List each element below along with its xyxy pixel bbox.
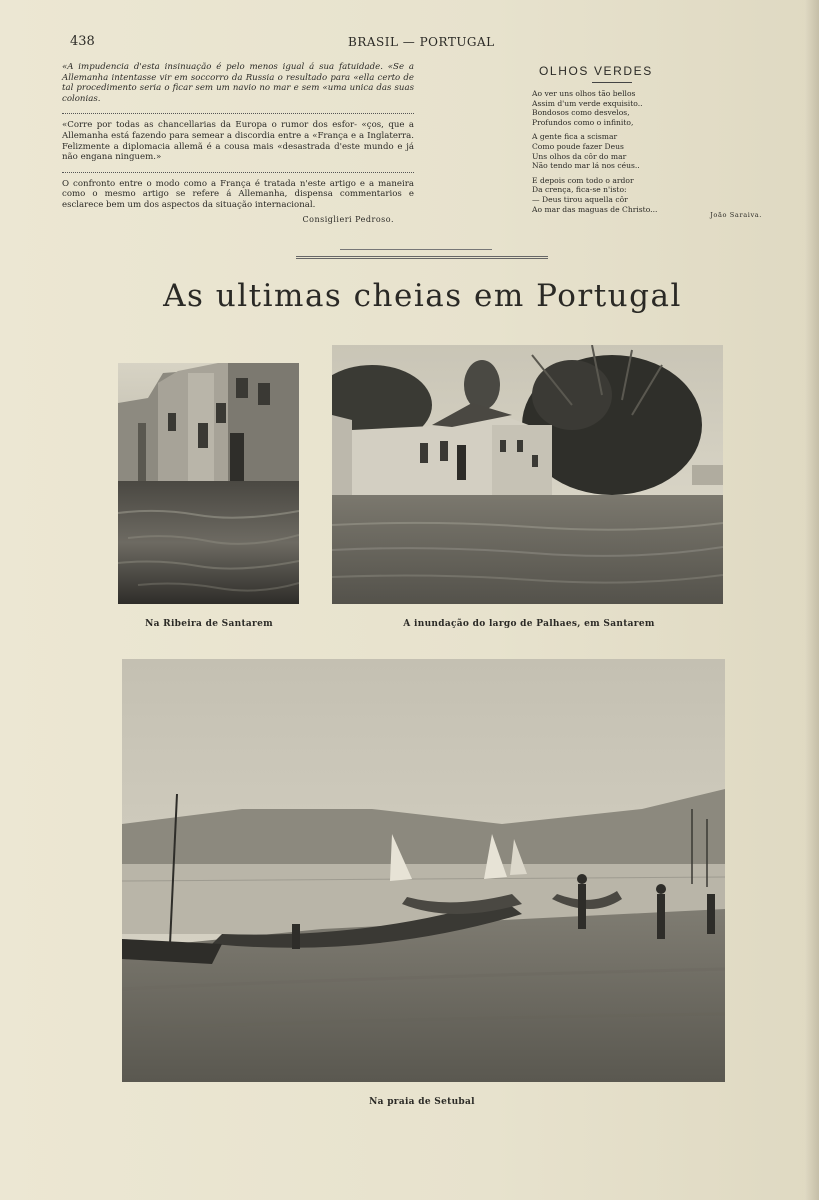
- section-separator: [340, 249, 492, 250]
- article-paragraph-3: O confronto entre o modo como a França é tratada n'este artigo e a maneira como o mesmo artigo se refere á Allemanha, dispensa commentarios e esclarece bem um dos aspectos da situação internacional.: [62, 178, 414, 210]
- article-paragraph-1: «A impudencia d'esta insinuação é pelo menos igual á sua fatuidade. «Se a Allemanha intentasse vir em soccorro da Russia o resultado para «ella certo de tal procedimento seria o ficar sem um navio no mar e sem «uma unica das suas colonias.: [62, 62, 414, 104]
- poem-line: Profundos como o infinito,: [532, 117, 634, 127]
- photo-caption-3: Na praia de Setubal: [369, 1097, 475, 1107]
- poem-line: Ao mar das maguas de Christo...: [532, 204, 658, 214]
- poem-line: — Deus tirou aquella côr: [532, 194, 628, 204]
- poem-stanza: [532, 176, 762, 214]
- article-signature: Consiglieri Pedroso.: [302, 214, 394, 224]
- page-number: 438: [70, 34, 95, 49]
- dotted-separator: [62, 166, 414, 173]
- photo-flooded-street: [118, 363, 299, 604]
- photo-flooded-street-icon: [118, 363, 299, 604]
- poem-line: Ao ver uns olhos tão bellos: [532, 89, 636, 98]
- photo-caption-1: Na Ribeira de Santarem: [145, 619, 273, 629]
- poem-line: Assim d'um verde exquisito..: [532, 98, 643, 108]
- poem-line: E depois com todo o ardor: [532, 175, 634, 185]
- headline: As ultimas cheias em Portugal: [163, 278, 682, 314]
- poem-line: Bondosos como desvelos,: [532, 108, 630, 118]
- poem-author: João Saraiva.: [710, 211, 762, 220]
- photo-caption-2: A inundação do largo de Palhaes, em Santarem: [403, 619, 655, 629]
- section-separator-double: [296, 256, 548, 259]
- poem-title-rule: [592, 82, 632, 83]
- photo-flooded-square: [332, 345, 723, 604]
- poem-line: Não tendo mar lá nos céus..: [532, 161, 640, 171]
- poem-block: [532, 64, 762, 219]
- dotted-separator: [62, 107, 414, 114]
- page-edge-shadow: [805, 0, 819, 1200]
- poem-stanza: [532, 89, 762, 127]
- poem-stanza: [532, 132, 762, 170]
- page-header: [0, 34, 819, 52]
- poem-title: OLHOS VERDES: [539, 64, 653, 78]
- photo-flooded-square-icon: [332, 345, 723, 604]
- article-end-column: [62, 62, 414, 225]
- poem-line: Uns olhos da côr do mar: [532, 151, 627, 161]
- article-paragraph-2: «Corre por todas as chancellarias da Europa o rumor dos esfor- «ços, que a Allemanha está fazendo para semear a discordia entre a «França e a Inglaterra. Felizmente a diplomacia allemã é a cousa mais «desastrada d'este mundo e já não engana ninguem.»: [62, 120, 414, 163]
- photo-beach-boats: [122, 659, 725, 1082]
- running-title: BRASIL — PORTUGAL: [348, 35, 495, 49]
- poem-line: A gente fica a scismar: [532, 132, 618, 142]
- photo-beach-boats-icon: [122, 659, 725, 1082]
- poem-line: Como poude fazer Deus: [532, 141, 624, 151]
- poem-line: Da crença, fica-se n'isto:: [532, 185, 627, 195]
